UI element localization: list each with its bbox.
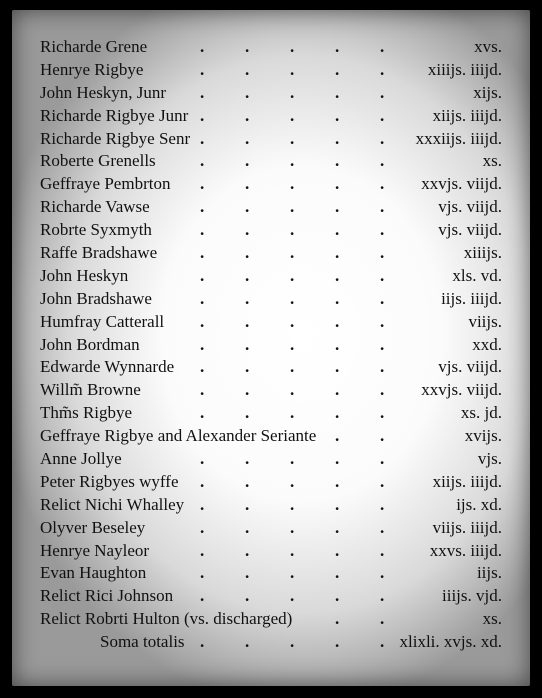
leader-dot: . [335, 609, 340, 629]
leader-dot: . [290, 517, 295, 537]
leader-dot: . [380, 357, 385, 377]
leader-dot: . [380, 334, 385, 354]
leader-dot: . [335, 265, 340, 285]
leader-dot: . [380, 563, 385, 583]
leader-dot: . [245, 151, 250, 171]
ledger-row [40, 425, 502, 448]
leader-dot: . [200, 151, 205, 171]
leader-dot: . [335, 105, 340, 125]
entry-amount: xs. [482, 609, 502, 629]
document-page [12, 10, 530, 686]
ledger-row [40, 311, 502, 334]
entry-amount: iijs. [476, 563, 502, 583]
ledger-row [40, 471, 502, 494]
leader-dot: . [380, 59, 385, 79]
leader-dot: . [245, 174, 250, 194]
leader-dot: . [245, 380, 250, 400]
entry-amount: xvs. [474, 37, 502, 56]
leader-dot: . [290, 288, 295, 308]
leader-dot: . [380, 128, 385, 148]
total-label: Soma totalis [100, 632, 185, 652]
leader-dot: . [335, 632, 340, 652]
ledger-row [40, 448, 502, 471]
leader-dot: . [200, 37, 205, 56]
ledger-list [40, 36, 502, 654]
entry-amount: xs. [482, 151, 502, 171]
leader-dot: . [200, 82, 205, 102]
leader-dot: . [200, 288, 205, 308]
leader-dot: . [245, 357, 250, 377]
leader-dot: . [200, 105, 205, 125]
leader-dot: . [290, 563, 295, 583]
leader-dot: . [335, 59, 340, 79]
leader-dot: . [290, 380, 295, 400]
leader-dot: . [245, 586, 250, 606]
ledger-row [40, 540, 502, 563]
ledger-row [40, 608, 502, 631]
ledger-row [40, 105, 502, 128]
leader-dot: . [380, 174, 385, 194]
leader-dot: . [335, 243, 340, 263]
ledger-row [40, 562, 502, 585]
leader-dot: . [380, 288, 385, 308]
leader-dot: . [245, 403, 250, 423]
leader-dot: . [200, 128, 205, 148]
ledger-row [40, 82, 502, 105]
leader-dot: . [200, 540, 205, 560]
ledger-row [40, 265, 502, 288]
leader-dot: . [290, 471, 295, 491]
entry-name: Henrye Nayleor [40, 540, 150, 560]
leader-dot: . [335, 220, 340, 240]
leader-dot: . [290, 128, 295, 148]
leader-dot: . [380, 403, 385, 423]
leader-dot: . [290, 403, 295, 423]
leader-dot: . [290, 265, 295, 285]
leader-dot: . [200, 449, 205, 469]
entry-amount: vjs. [477, 449, 502, 469]
entry-amount: vjs. viijd. [438, 197, 502, 217]
leader-dot: . [380, 243, 385, 263]
leader-dot: . [380, 220, 385, 240]
leader-dot: . [200, 494, 205, 514]
leader-dot: . [380, 494, 385, 514]
entry-name: Henrye Rigbye [40, 59, 144, 79]
leader-dot: . [245, 220, 250, 240]
entry-name: John Bordman [40, 334, 140, 354]
leader-dot: . [335, 357, 340, 377]
ledger-row [40, 585, 502, 608]
entry-name: John Heskyn, Junr [40, 82, 167, 102]
leader-dot: . [335, 403, 340, 423]
leader-dot: . [335, 517, 340, 537]
entry-amount: xxd. [472, 334, 502, 354]
leader-dot: . [245, 288, 250, 308]
leader-dot: . [335, 82, 340, 102]
ledger-row [40, 196, 502, 219]
entry-amount: xxvjs. viijd. [421, 380, 502, 400]
entry-amount: vjs. viijd. [438, 357, 502, 377]
leader-dot: . [335, 586, 340, 606]
ledger-row [40, 288, 502, 311]
entry-name: Olyver Beseley [40, 517, 146, 537]
leader-dot: . [200, 632, 205, 652]
leader-dot: . [200, 243, 205, 263]
leader-dot: . [335, 380, 340, 400]
ledger-row [40, 150, 502, 173]
leader-dot: . [380, 426, 385, 446]
leader-dot: . [200, 563, 205, 583]
entry-name: Richarde Rigbye Junr [40, 105, 189, 125]
leader-dot: . [290, 243, 295, 263]
leader-dot: . [200, 380, 205, 400]
entry-amount: vjs. viijd. [438, 220, 502, 240]
leader-dot: . [290, 494, 295, 514]
entry-name: John Heskyn [40, 265, 129, 285]
leader-dot: . [290, 197, 295, 217]
entry-name: Richarde Grene [40, 37, 148, 56]
entry-name: Geffraye Rigbye and Alexander Seriante [40, 426, 317, 446]
leader-dot: . [200, 197, 205, 217]
leader-dot: . [200, 220, 205, 240]
leader-dot: . [290, 105, 295, 125]
leader-dot: . [245, 449, 250, 469]
leader-dot: . [335, 128, 340, 148]
leader-dot: . [245, 517, 250, 537]
leader-dot: . [335, 311, 340, 331]
total-row [40, 631, 502, 654]
leader-dot: . [290, 311, 295, 331]
entry-name: John Bradshawe [40, 288, 152, 308]
entry-name: Thm̃s Rigbye [40, 403, 133, 423]
leader-dot: . [290, 37, 295, 56]
leader-dot: . [380, 380, 385, 400]
entry-name: Geffraye Pembrton [40, 174, 171, 194]
leader-dot: . [335, 288, 340, 308]
leader-dot: . [380, 197, 385, 217]
entry-amount: xiiijs. [463, 243, 502, 263]
entry-amount: xvijs. [464, 426, 502, 446]
ledger-row [40, 36, 502, 59]
leader-dot: . [200, 357, 205, 377]
leader-dot: . [335, 449, 340, 469]
entry-amount: iijs. iiijd. [441, 288, 502, 308]
leader-dot: . [245, 265, 250, 285]
entry-amount: xxvs. iiijd. [429, 540, 502, 560]
leader-dot: . [380, 586, 385, 606]
entry-name: Relict Nichi Whalley [40, 494, 185, 514]
leader-dot: . [380, 449, 385, 469]
leader-dot: . [200, 517, 205, 537]
entry-amount: ijs. xd. [456, 494, 502, 514]
ledger-row [40, 334, 502, 357]
leader-dot: . [200, 471, 205, 491]
entry-amount: xiijs. iiijd. [432, 105, 502, 125]
ledger-row [40, 402, 502, 425]
entry-amount: xiijs. iiijd. [432, 471, 502, 491]
leader-dot: . [335, 197, 340, 217]
entry-amount: xiiijs. iiijd. [427, 59, 502, 79]
leader-dot: . [380, 151, 385, 171]
leader-dot: . [290, 59, 295, 79]
entry-amount: xxxiijs. iiijd. [415, 128, 502, 148]
leader-dot: . [335, 494, 340, 514]
leader-dot: . [335, 563, 340, 583]
entry-amount: xls. vd. [452, 265, 502, 285]
leader-dot: . [245, 471, 250, 491]
leader-dot: . [200, 59, 205, 79]
leader-dot: . [380, 265, 385, 285]
entry-name: Relict Robrti Hulton (vs. discharged) [40, 609, 293, 629]
leader-dot: . [290, 334, 295, 354]
ledger-row [40, 219, 502, 242]
leader-dot: . [200, 586, 205, 606]
leader-dot: . [290, 357, 295, 377]
leader-dot: . [245, 37, 250, 56]
leader-dot: . [245, 334, 250, 354]
entry-name: Relict Rici Johnson [40, 586, 174, 606]
leader-dot: . [380, 540, 385, 560]
leader-dot: . [290, 540, 295, 560]
ledger-row [40, 59, 502, 82]
entry-amount: xs. jd. [460, 403, 502, 423]
total-amount: xlixli. xvjs. xd. [399, 632, 502, 652]
leader-dot: . [245, 243, 250, 263]
leader-dot: . [245, 311, 250, 331]
entry-amount: xxvjs. viijd. [421, 174, 502, 194]
leader-dot: . [200, 334, 205, 354]
leader-dot: . [200, 311, 205, 331]
ledger-row [40, 173, 502, 196]
leader-dot: . [380, 37, 385, 56]
leader-dot: . [335, 174, 340, 194]
leader-dot: . [290, 174, 295, 194]
leader-dot: . [200, 403, 205, 423]
entry-name: Edwarde Wynnarde [40, 357, 175, 377]
entry-name: Peter Rigbyes wyffe [40, 471, 179, 491]
leader-dot: . [380, 311, 385, 331]
leader-dot: . [380, 517, 385, 537]
leader-dot: . [245, 59, 250, 79]
entry-name: Willm̃ Browne [40, 380, 141, 400]
entry-name: Anne Jollye [40, 449, 122, 469]
leader-dot: . [290, 151, 295, 171]
entry-name: Richarde Rigbye Senr [40, 128, 191, 148]
leader-dot: . [290, 82, 295, 102]
entry-amount: viijs. iiijd. [432, 517, 502, 537]
ledger-row [40, 517, 502, 540]
ledger-row [40, 356, 502, 379]
entry-amount: iiijs. vjd. [442, 586, 502, 606]
entry-name: Robrte Syxmyth [40, 220, 152, 240]
leader-dot: . [335, 540, 340, 560]
leader-dot: . [335, 37, 340, 56]
leader-dot: . [245, 105, 250, 125]
ledger-row [40, 379, 502, 402]
leader-dot: . [245, 197, 250, 217]
leader-dot: . [380, 471, 385, 491]
entry-name: Richarde Vawse [40, 197, 150, 217]
leader-dot: . [200, 174, 205, 194]
leader-dot: . [245, 128, 250, 148]
entry-amount: xijs. [473, 82, 502, 102]
leader-dot: . [290, 632, 295, 652]
leader-dot: . [290, 586, 295, 606]
ledger-row [40, 494, 502, 517]
leader-dot: . [245, 563, 250, 583]
leader-dot: . [380, 105, 385, 125]
leader-dot: . [335, 426, 340, 446]
entry-name: Roberte Grenells [40, 151, 156, 171]
entry-name: Raffe Bradshawe [40, 243, 158, 263]
leader-dot: . [290, 449, 295, 469]
leader-dot: . [380, 609, 385, 629]
leader-dot: . [335, 471, 340, 491]
leader-dot: . [380, 82, 385, 102]
leader-dot: . [335, 151, 340, 171]
entry-amount: viijs. [468, 311, 502, 331]
leader-dot: . [380, 632, 385, 652]
leader-dot: . [200, 265, 205, 285]
entry-name: Evan Haughton [40, 563, 147, 583]
leader-dot: . [245, 494, 250, 514]
leader-dot: . [245, 632, 250, 652]
ledger-row [40, 128, 502, 151]
leader-dot: . [245, 540, 250, 560]
entry-name: Humfray Catterall [40, 311, 165, 331]
leader-dot: . [335, 334, 340, 354]
leader-dot: . [245, 82, 250, 102]
ledger-row [40, 242, 502, 265]
leader-dot: . [290, 220, 295, 240]
